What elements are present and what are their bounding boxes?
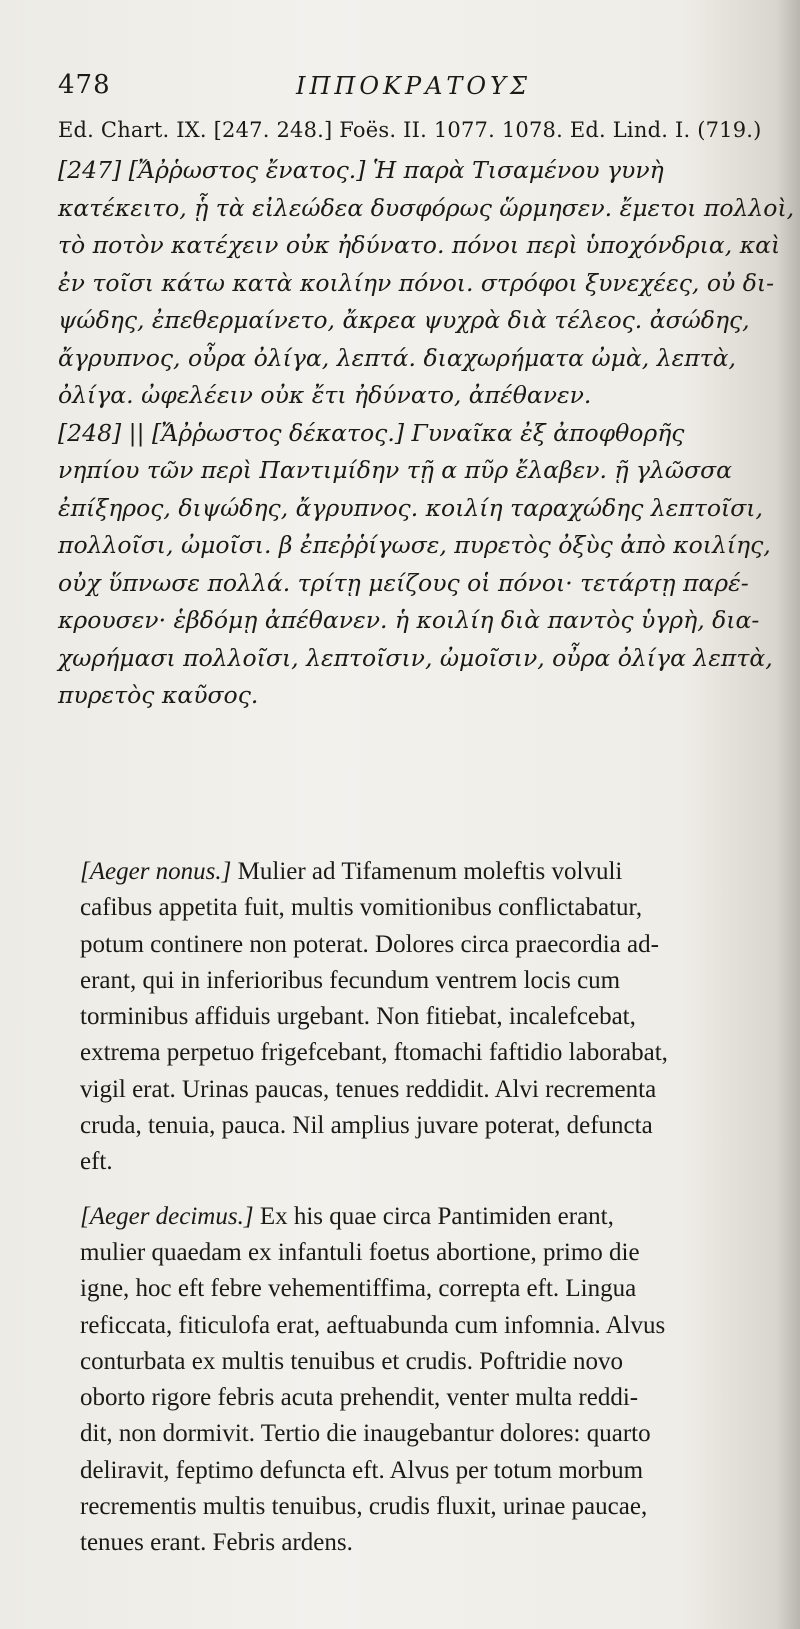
greek-line: χωρήμασι πολλοῖσι, λεπτοῖσιν, ὠμοῖσιν, οὖρα ὀλίγα λεπτὰ, <box>58 643 773 672</box>
greek-line: ἐπίξηρος, διψώδης, ἄγρυπνος. κοιλίη ταραχώδης λεπτοῖσι, <box>58 493 763 522</box>
latin-line: eft. <box>80 1148 113 1176</box>
greek-line: ἐν τοῖσι κάτω κατὰ κοιλίην πόνοι. στρόφοι ξυνεχέες, οὐ δι- <box>58 268 775 297</box>
aeger-nonus-heading: [Aeger nonus.] <box>80 858 232 885</box>
latin-line: potum continere non poterat. Dolores circa praecordia ad- <box>80 930 659 958</box>
latin-line: extrema perpetuo frigefcebant, ftomachi faftidio laborabat, <box>80 1039 668 1067</box>
latin-line: dit, non dormivit. Tertio die inaugebantur dolores: quarto <box>80 1420 651 1448</box>
greek-line: πυρετὸς καῦσος. <box>58 681 259 709</box>
latin-line-text: Ex his quae circa Pantimiden erant, <box>253 1202 614 1230</box>
greek-line: [248] || [Ἄῤῥωστος δέκατος.] Γυναῖκα ἐξ ἀποφθορῆς <box>58 418 685 447</box>
latin-text-block <box>80 854 770 1562</box>
latin-line: cruda, tenuia, pauca. Nil amplius juvare poterat, defuncta <box>80 1112 653 1140</box>
latin-line: recrementis multis tenuibus, crudis fluxit, urinae paucae, <box>80 1493 648 1521</box>
greek-line: κρουσεν· ἑβδόμῃ ἀπέθανεν. ἡ κοιλίη διὰ παντὸς ὑγρὴ, δια- <box>58 606 760 634</box>
latin-line: tenues erant. Febris ardens. <box>80 1529 353 1557</box>
greek-line: [247] [Ἄῤῥωστος ἔνατος.] Ἡ παρὰ Τισαμένου γυνὴ <box>58 156 664 184</box>
latin-line: deliravit, feptimo defuncta eft. Alvus per totum morbum <box>80 1456 644 1484</box>
greek-line: ὀλίγα. ὠφελέειν οὐκ ἔτι ἠδύνατο, ἀπέθανεν. <box>58 381 592 409</box>
latin-line <box>80 854 770 890</box>
latin-line: vigil erat. Urinas paucas, tenues reddidit. Alvi recrementa <box>80 1075 657 1103</box>
greek-text-block <box>58 152 795 715</box>
greek-line: οὐχ ὕπνωσε πολλά. τρίτῃ μείζους οἱ πόνοι· τετάρτῃ παρέ- <box>58 568 749 597</box>
latin-line: oborto rigore febris acuta prehendit, venter multa reddi- <box>80 1384 639 1412</box>
greek-line: ψώδης, ἐπεθερμαίνετο, ἄκρεα ψυχρὰ διὰ τέλεος. ἀσώδης, <box>58 306 750 334</box>
aeger-decimus-heading: [Aeger decimus.] <box>80 1202 254 1230</box>
latin-line: mulier quaedam ex infantuli foetus abortione, primo die <box>80 1238 640 1266</box>
greek-line: τὸ ποτὸν κατέχειν οὐκ ἠδύνατο. πόνοι περὶ ὑποχόνδρια, καὶ <box>58 231 781 259</box>
greek-line: ἄγρυπνος, οὖρα ὀλίγα, λεπτά. διαχωρήματα ὠμὰ, λεπτὰ, <box>58 343 737 372</box>
latin-line: reficcata, fiticulofa erat, aeftuabunda cum infomnia. Alvus <box>80 1311 666 1339</box>
latin-line: erant, qui in inferioribus fecundum ventrem locis cum <box>80 966 621 994</box>
latin-line: torminibus affiduis urgebant. Non fitiebat, incalefcebat, <box>80 1003 636 1031</box>
running-title: ΙΠΠΟΚΡΑΤΟΥΣ <box>296 72 531 100</box>
latin-line-text: Mulier ad Tifamenum moleftis volvuli <box>231 858 623 885</box>
latin-line: conturbata ex multis tenuibus et crudis. Poftridie novo <box>80 1347 623 1375</box>
page-number: 478 <box>58 70 111 100</box>
latin-line: igne, hoc eft febre vehementiffima, correpta eft. Lingua <box>80 1275 637 1303</box>
greek-line: κατέκειτο, ᾗ τὰ εἰλεώδεα δυσφόρως ὥρμησεν. ἔμετοι πολλοὶ, <box>58 193 795 222</box>
greek-line: νηπίου τῶν περὶ Παντιμίδην τῇ α πῦρ ἔλαβεν. ῇ γλῶσσα <box>58 456 733 484</box>
page-header <box>58 70 758 104</box>
latin-line <box>80 1199 770 1235</box>
greek-line: πολλοῖσι, ὠμοῖσι. β ἐπεῤῥίγωσε, πυρετὸς ὀξὺς ἀπὸ κοιλίης, <box>58 531 771 559</box>
latin-line: cafibus appetita fuit, multis vomitionibus conflictabatur, <box>80 894 643 922</box>
edition-reference-line: Ed. Chart. IX. [247. 248.] Foës. II. 1077. 1078. Ed. Lind. I. (719.) <box>58 118 762 142</box>
